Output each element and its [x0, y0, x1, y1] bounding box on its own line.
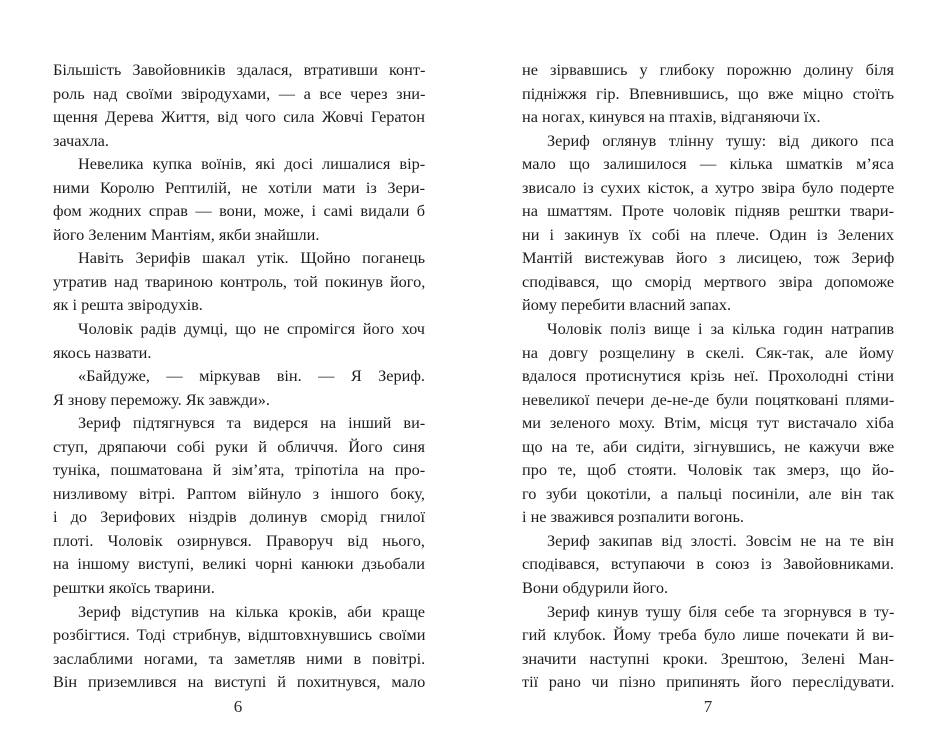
text-line: на шматтям. Проте чоловік підняв рештки твари-	[522, 201, 894, 221]
text-line: Мантій вистежував його з лисицею, тож Зериф	[522, 248, 895, 268]
text-line: Зериф відступив на кілька кроків, аби краще	[78, 601, 425, 621]
text-line: звисало із сухих кісток, а хутро звіра було подерте	[522, 177, 895, 197]
text-line: на ногах, кинувся на птахів, відганяючи їх.	[522, 107, 821, 127]
text-line: ни і закинув їх собі на плече. Один із Зелених	[522, 224, 894, 244]
text-line: підніжжя гір. Впевнившись, що вже міцно стоїть	[522, 83, 895, 103]
text-line: розбігтися. Тоді стрибнув, відштовхнувшись своїми	[53, 625, 426, 645]
text-line: Навіть Зерифів шакал утік. Щойно поганець	[78, 248, 425, 268]
text-line: мало що залишилося — кілька шматків м’яса	[522, 154, 894, 174]
text-line: Чоловік радів думці, що не спромігся його хоч	[78, 319, 425, 339]
left-page-text	[53, 58, 425, 694]
text-line: не зірвавшись у глибоку порожню долину біля	[522, 60, 894, 79]
page-number-left: 6	[233, 697, 243, 716]
text-line: плоті. Чоловік озирнувся. Праворуч від нього,	[53, 530, 425, 550]
text-line: що на те, аби сидіти, зігнувшись, не кажучи вже	[522, 436, 895, 456]
text-line: низливому вітрі. Раптом війнуло з іншого боку,	[53, 483, 425, 503]
text-line: Зериф оглянув тлінну тушу: від дикого пса	[547, 130, 894, 150]
text-line: зачахла.	[53, 130, 109, 150]
text-line: як і решта звіродухів.	[53, 295, 203, 315]
text-line: Зериф кинув тушу біля себе та згорнувся в ту-	[547, 601, 895, 621]
text-line: сподівався, що сморід мертвого звіра допоможе	[522, 271, 895, 291]
text-line: йому перебити власний запах.	[522, 295, 732, 315]
text-line: вдалося протиснутися крізь неї. Прохолодні стіни	[522, 366, 894, 386]
text-line: сподівався, вступаючи в союз із Завойовниками.	[522, 554, 894, 574]
text-line: ними Королю Рептилій, не хотіли мати із Зери-	[53, 177, 425, 197]
text-line: утратив над твариною контроль, той покинув його,	[53, 271, 426, 291]
text-line: на іншому виступі, великі чорні канюки дзьобали	[53, 554, 425, 574]
page-number-right: 7	[703, 697, 713, 716]
text-line: Зериф підтягнувся та видерся на інший ви-	[78, 413, 426, 433]
text-line: щення Дерева Життя, від чого сила Жовчі Гератон	[53, 107, 425, 127]
text-line: Чоловік поліз вище і за кілька годин натрапив	[547, 319, 895, 339]
text-line: його Зеленим Мантіям, якби знайшли.	[53, 224, 320, 244]
text-line: го зуби цокотіли, а пальці посиніли, але він так	[522, 483, 894, 503]
text-line: Вони обдурили його.	[522, 578, 669, 598]
text-line: Невелика купка воїнів, які досі лишалися вір-	[78, 154, 426, 174]
text-line: тії рано чи пізно припинять його переслідувати.	[522, 672, 895, 692]
text-line: Він приземлився на виступі й похитнувся, мало	[53, 672, 426, 692]
text-line: і до Зерифових ніздрів долинув сморід гнилої	[53, 507, 425, 527]
text-line: гий клубок. Йому треба було лише почекати й ви-	[522, 625, 894, 645]
text-line: заслаблими ногами, та заметляв ними в повітрі.	[53, 648, 426, 668]
text-line: значити наступні кроки. Зрештою, Зелені Ман-	[522, 648, 894, 668]
text-line: ми зеленого моху. Втім, місця тут вистачало хіба	[522, 413, 894, 433]
text-line: якось назвати.	[53, 342, 152, 362]
text-line: «Байдуже, — міркував він. — Я Зериф.	[78, 366, 425, 386]
right-page-text	[522, 58, 894, 694]
text-line: на довгу розщелину в скелі. Сяк-так, але йому	[522, 342, 894, 362]
text-line: фом жодних справ — вони, може, і самі видали б	[53, 201, 425, 221]
text-line: і не зважився розпалити вогонь.	[522, 507, 744, 527]
text-line: невеликої печери де-не-де були поцятковані плями-	[522, 389, 895, 409]
text-line: Я знову переможу. Як завжди».	[53, 389, 270, 409]
text-line: Більшість Завойовників здалася, втративши конт-	[53, 60, 426, 79]
text-line: рештки якоїсь тварини.	[53, 578, 215, 598]
text-line: Зериф закипав від злості. Зовсім не на те він	[547, 530, 894, 550]
text-line: про те, щоб стояти. Чоловік так змерз, що йо-	[522, 460, 895, 480]
text-line: ступ, дряпаючи собі руки й обличчя. Його синя	[53, 436, 425, 456]
text-line: роль над своїми звіродухами, — а все через зни-	[53, 83, 426, 103]
text-line: туніка, пошматована й зім’ята, тріпотіла на про-	[53, 460, 426, 480]
